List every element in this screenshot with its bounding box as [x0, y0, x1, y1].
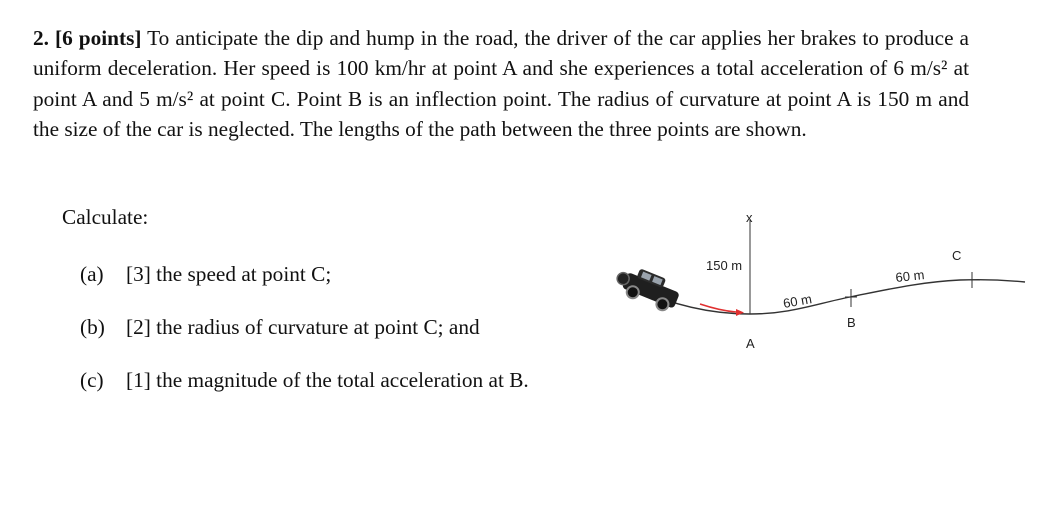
calculate-heading: Calculate:: [62, 205, 149, 229]
part-c-points: [1]: [126, 368, 151, 392]
part-b-points: [2]: [126, 315, 151, 339]
radius-label: 150 m: [706, 258, 743, 273]
point-b-label: B: [847, 315, 856, 330]
problem-number: 2.: [33, 26, 49, 50]
problem-text: To anticipate the dip and hump in the road, the driver of the car applies her brakes to produce a uniform deceleration. Her speed is 100 km/hr at point A and she experiences a total acceleration of 6 m/s² at point A and 5 m/s² at point C. Point B is an inflection point. The radius of curvature at point A is 150 m and the size of the car is neglected. The lengths of the path between the three points are shown.: [33, 26, 969, 141]
part-a-text: the speed at point C;: [156, 262, 332, 286]
part-c: [80, 368, 529, 393]
part-b-label: (b): [80, 315, 105, 339]
part-a-points: [3]: [126, 262, 151, 286]
part-a-label: (a): [80, 262, 104, 286]
center-marker: x: [746, 210, 753, 225]
part-c-text: the magnitude of the total acceleration at B.: [156, 368, 529, 392]
segment-ab-label: 60 m: [781, 291, 813, 311]
point-a-label: A: [746, 336, 755, 351]
problem-statement: [33, 23, 969, 144]
road-diagram: [600, 200, 1040, 360]
car-icon: [612, 262, 683, 315]
part-b-text: the radius of curvature at point C; and: [156, 315, 480, 339]
part-c-label: (c): [80, 368, 104, 392]
part-a: [80, 262, 331, 287]
part-b: [80, 315, 480, 340]
road-path: [630, 280, 1025, 314]
road-diagram-svg: [600, 200, 1040, 360]
point-c-label: C: [952, 248, 962, 263]
segment-bc-label: 60 m: [894, 267, 926, 285]
problem-points: [6 points]: [55, 26, 142, 50]
